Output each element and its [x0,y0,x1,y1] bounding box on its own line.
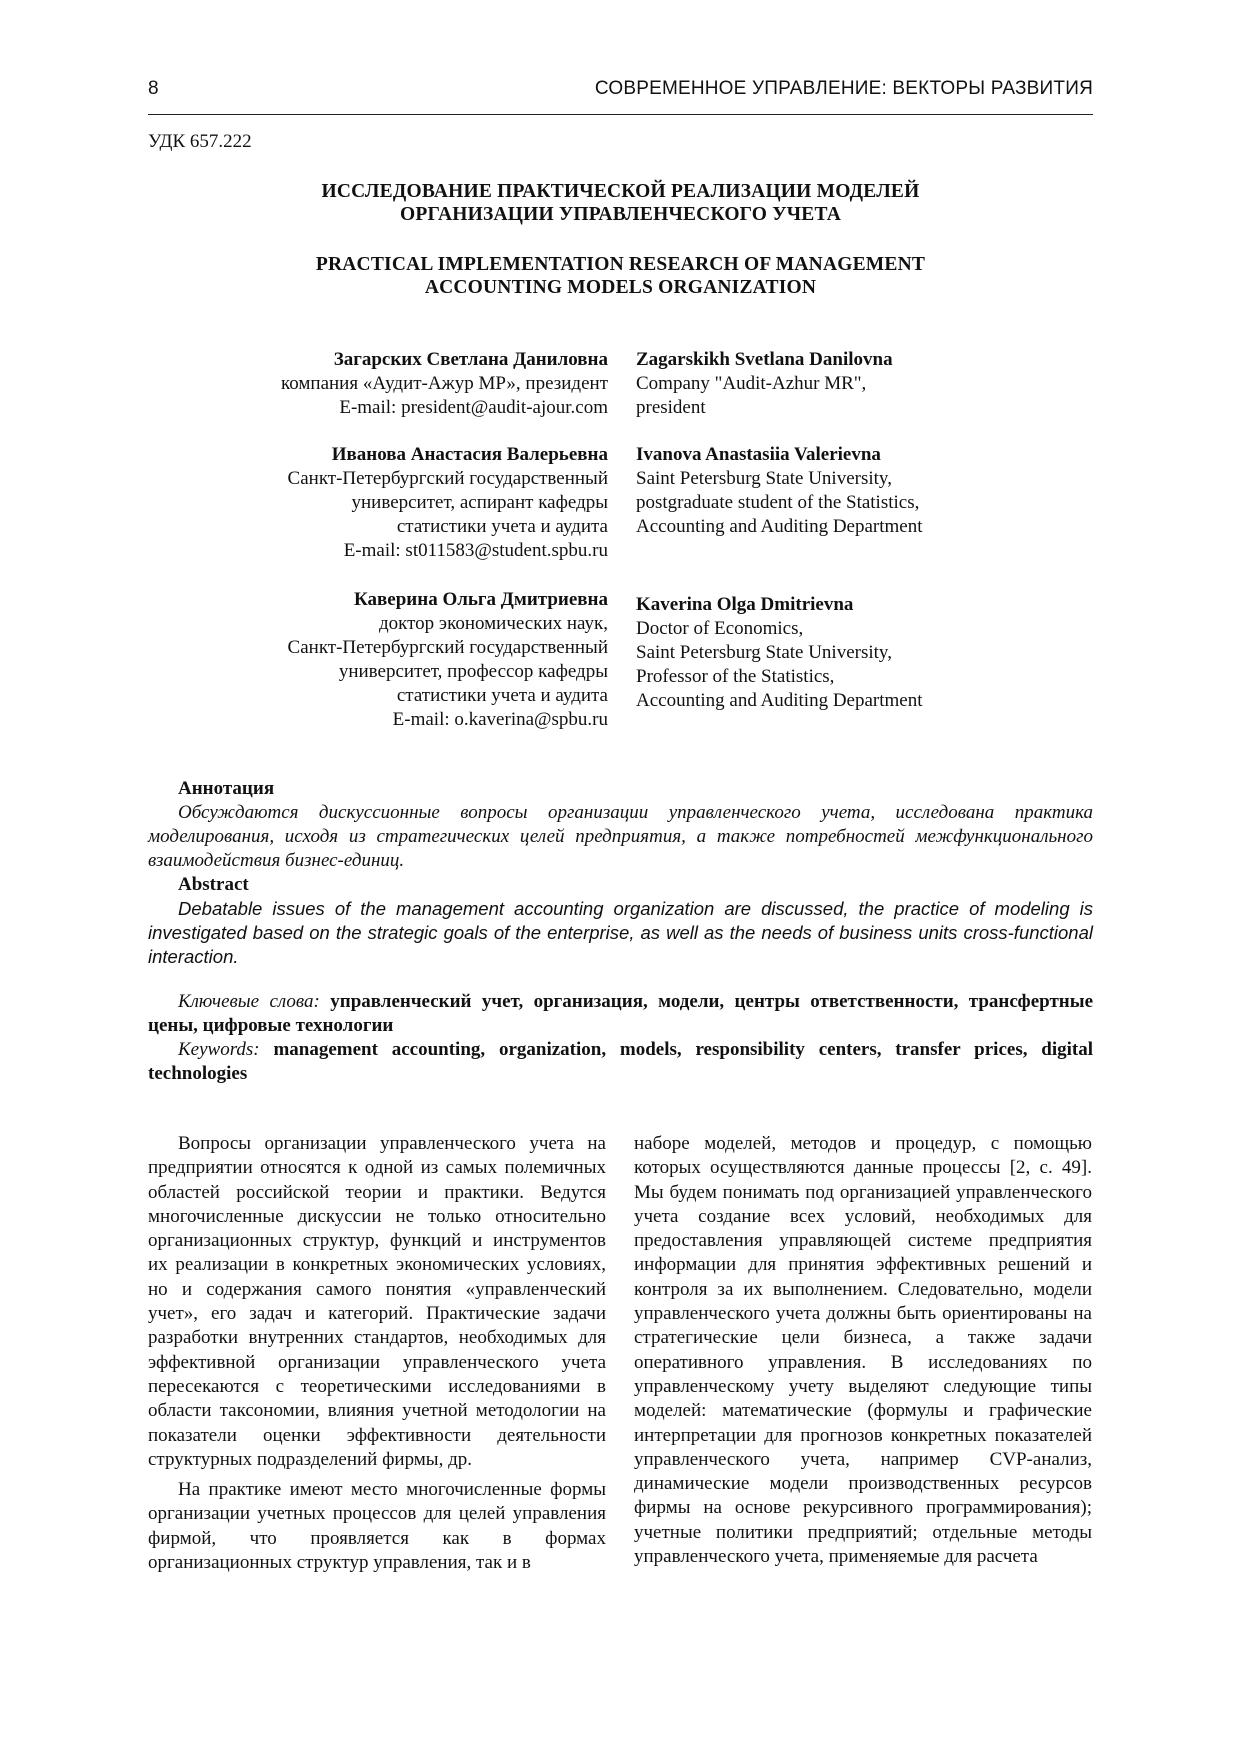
annotation-text: Обсуждаются дискуссионные вопросы организации управленческого учета, исследована практика моделирования, исходя из стратегических целей предприятия, а также потребностей межфункционального взаимодействия бизнес-единиц. [148,802,1093,871]
body-paragraph: наборе моделей, методов и процедур, с помощью которых осуществляются данные процессы [2, с. 49]. Мы будем понимать под организацией управленческого учета создание всех условий, необходимых для предоставления управляющей системе предприятия информации для принятия эффективных решений и контроля за их выполнением. Следовательно, модели управленческого учета должны быть ориентированы на стратегические цели бизнеса, а также задачи оперативного управления. В исследованиях по управленческому учету выделяют следующие типы моделей: математические (формулы и графические интерпретации для прогнозов конкретных показателей управленческого учета, например CVP-анализ, динамические модели производственных ресурсов фирмы на основе рекурсивного программирования); учетные политики предприятий; отдельные методы управленческого учета, применяемые для расчета [634,1133,1092,1568]
author-1-russian [281,348,608,420]
author-2-affiliation-ru-2: университет, аспирант кафедры [351,492,608,513]
author-3-affiliation-ru-2: Санкт-Петербургский государственный [287,637,608,658]
author-3-affiliation-en-3: Professor of the Statistics, [636,666,835,687]
author-3-email: E-mail: o.kaverina@spbu.ru [392,709,608,730]
keywords-ru-value: управленческий учет, организация, модели, центры ответственности, трансфертные цены, цифровые технологии [148,991,1093,1036]
body-column-left [148,1132,606,1581]
title-russian-line-1: ИССЛЕДОВАНИЕ ПРАКТИЧЕСКОЙ РЕАЛИЗАЦИИ МОДЕЛЕЙ [321,181,920,202]
author-2-name-ru: Иванова Анастасия Валерьевна [331,444,608,465]
author-3-affiliation-ru-3: университет, профессор кафедры [338,661,608,682]
author-3-affiliation-en-2: Saint Petersburg State University, [636,642,892,663]
title-english-line-1: PRACTICAL IMPLEMENTATION RESEARCH OF MANAGEMENT [315,254,926,275]
author-1-email: E-mail: president@audit-ajour.com [339,397,608,418]
author-3-affiliation-ru-4: статистики учета и аудита [396,685,608,706]
page-number: 8 [148,78,159,99]
author-1-name-ru: Загарских Светлана Даниловна [333,349,608,370]
title-russian [148,180,1093,226]
author-2-affiliation-ru-1: Санкт-Петербургский государственный [287,468,608,489]
author-2-affiliation-ru-3: статистики учета и аудита [396,516,608,537]
body-paragraph: На практике имеют место многочисленные формы организации учетных процессов для целей управления фирмой, что проявляется как в формах организационных структур управления, так и в [148,1479,606,1574]
title-english [148,253,1093,299]
author-1-english [636,348,893,420]
author-3-affiliation-en-4: Accounting and Auditing Department [636,690,923,711]
body-paragraph: Вопросы организации управленческого учета на предприятии относятся к одной из самых полемичных областей российской теории и практики. Ведутся многочисленные дискуссии не только относительно организационных структур, функций и инструментов их реализации в конкретных экономических условиях, но и содержания самого понятия «управленческий учет», его задач и категорий. Практические задачи разработки внутренних стандартов, необходимых для эффективной организации управленческого учета пересекаются с теоретическими исследованиями в области таксономии, влияния учетной методологии на показатели оценки эффективности деятельности структурных подразделений фирмы, др. [148,1133,606,1470]
abstract-heading: Abstract [178,874,249,895]
title-russian-line-2: ОРГАНИЗАЦИИ УПРАВЛЕНЧЕСКОГО УЧЕТА [399,204,841,225]
journal-title: СОВРЕМЕННОЕ УПРАВЛЕНИЕ: ВЕКТОРЫ РАЗВИТИЯ [594,78,1093,99]
author-1-name-en: Zagarskikh Svetlana Danilovna [636,349,893,370]
author-2-affiliation-en-2: postgraduate student of the Statistics, [636,492,920,513]
author-1-position-en: president [636,397,706,418]
author-3-russian [288,588,608,732]
annotation-heading: Аннотация [178,778,275,799]
author-2-name-en: Ivanova Anastasiia Valerievna [636,444,881,465]
author-3-affiliation-en-1: Doctor of Economics, [636,618,804,639]
author-1-affiliation-ru: компания «Аудит-Ажур МР», президент [280,373,608,394]
running-header [148,74,1093,115]
author-2-affiliation-en-1: Saint Petersburg State University, [636,468,892,489]
author-3-name-en: Kaverina Olga Dmitrievna [636,594,854,615]
author-2-email: E-mail: st011583@student.spbu.ru [343,540,608,561]
keywords-russian [148,990,1093,1038]
keywords-english [148,1038,1093,1086]
keywords-en-label: Keywords: [178,1039,260,1060]
author-3-affiliation-ru-1: доктор экономических наук, [378,613,608,634]
author-2-english [636,443,923,539]
keywords-section [148,990,1093,1086]
udk-code: УДК 657.222 [148,131,252,152]
author-3-english [636,593,923,713]
author-2-russian [288,443,608,563]
author-3-name-ru: Каверина Ольга Дмитриевна [354,589,608,610]
author-2-affiliation-en-3: Accounting and Auditing Department [636,516,923,537]
body-column-right [634,1132,1092,1575]
abstract-section [148,777,1093,969]
author-1-affiliation-en: Company "Audit-Azhur MR", [636,373,867,394]
keywords-ru-label: Ключевые слова: [178,991,320,1012]
abstract-text: Debatable issues of the management accounting organization are discussed, the practice of modeling is investigated based on the strategic goals of the enterprise, as well as the needs of business units cross-functional interaction. [148,898,1093,967]
title-english-line-2: ACCOUNTING MODELS ORGANIZATION [424,277,817,298]
keywords-en-value: management accounting, organization, models, responsibility centers, transfer prices, digital technologies [148,1039,1094,1084]
